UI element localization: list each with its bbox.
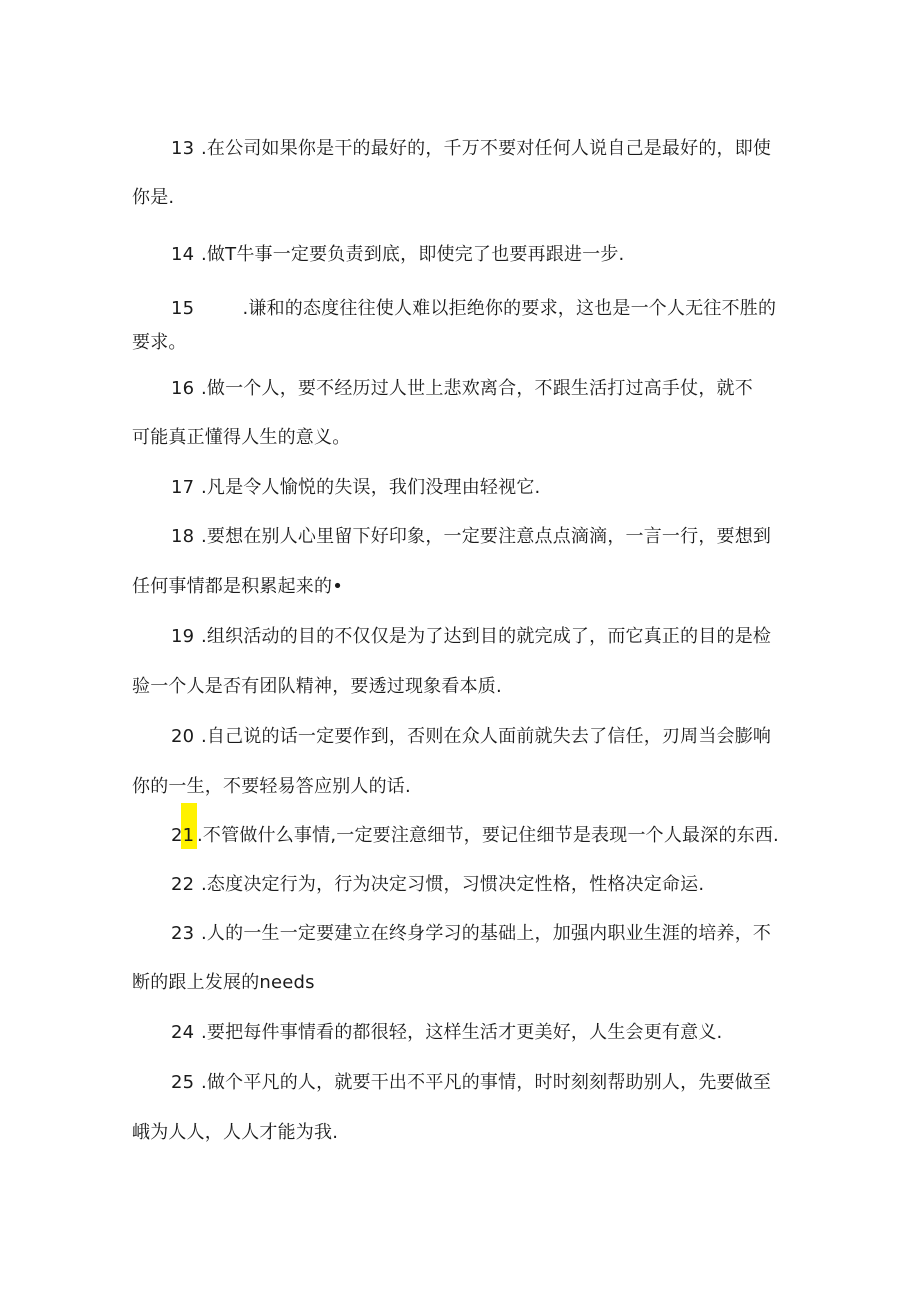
item-text: .要想在别人心里留下好印象，一定要注意点点滴滴，一言一行，要想到 — [201, 526, 772, 547]
item-number: 15 — [171, 298, 195, 319]
item-number: 16 — [171, 378, 195, 399]
list-item-19-cont — [132, 675, 502, 699]
item-continuation: 你是. — [132, 187, 175, 208]
list-item-25 — [171, 1071, 771, 1095]
item-text: .谦和的态度往往使人难以拒绝你的要求，这也是一个人无往不胜的 — [201, 298, 777, 319]
item-continuation: 要求。 — [132, 332, 187, 353]
list-item-21 — [171, 824, 779, 848]
list-item-15 — [171, 297, 776, 321]
item-continuation: 验一个人是否有团队精神，要透过现象看本质. — [132, 676, 502, 697]
item-text: .凡是令人愉悦的失误，我们没理由轻视它. — [201, 477, 541, 498]
item-number: 13 — [171, 138, 195, 159]
list-item-14 — [171, 243, 624, 267]
item-text: .组织活动的目的不仅仅是为了达到目的就完成了，而它真正的目的是检 — [201, 626, 772, 647]
item-text: .做T牛事一定要负责到底，即使完了也要再跟进一步. — [201, 244, 625, 265]
item-text: .人的一生一定要建立在终身学习的基础上，加强内职业生涯的培养，不 — [201, 923, 772, 944]
item-continuation: 你的一生，不要轻易答应别人的话. — [132, 776, 411, 797]
item-number: 23 — [171, 923, 195, 944]
item-number: 17 — [171, 477, 195, 498]
list-item-22 — [171, 873, 704, 897]
list-item-19 — [171, 625, 771, 649]
list-item-16 — [171, 377, 753, 401]
item-number: 14 — [171, 244, 195, 265]
list-item-15-cont — [132, 331, 187, 355]
list-item-13 — [171, 137, 771, 161]
list-item-24 — [171, 1021, 722, 1045]
item-text: .不管做什么事情,一定要注意细节，要记住细节是表现一个人最深的东西. — [197, 825, 779, 846]
list-item-20-cont — [132, 775, 411, 799]
list-item-18 — [171, 525, 771, 549]
item-continuation: 可能真正懂得人生的意义。 — [132, 427, 351, 448]
item-continuation: 断的跟上发展的needs — [132, 972, 315, 993]
item-number: 19 — [171, 626, 195, 647]
list-item-23-cont — [132, 971, 315, 995]
item-continuation: 任何事情都是积累起来的• — [132, 576, 344, 597]
list-item-17 — [171, 476, 540, 500]
item-text: .态度决定行为，行为决定习惯，习惯决定性格，性格决定命运. — [201, 874, 705, 895]
item-number: 25 — [171, 1072, 195, 1093]
item-number: 21 — [171, 825, 195, 846]
list-item-23 — [171, 922, 771, 946]
list-item-18-cont — [132, 575, 343, 599]
item-number: 18 — [171, 526, 195, 547]
list-item-16-cont — [132, 426, 350, 450]
list-item-13-cont — [132, 186, 174, 210]
item-text: .自己说的话一定要作到，否则在众人面前就失去了信任，刃周当会膨响 — [201, 726, 772, 747]
item-text: .做一个人，要不经历过人世上悲欢离合，不跟生活打过高手仗，就不 — [201, 378, 753, 399]
item-text: .做个平凡的人，就要干出不平凡的事情，时时刻刻帮助别人，先要做至 — [201, 1072, 772, 1093]
list-item-20 — [171, 725, 771, 749]
list-item-25-cont — [132, 1121, 338, 1145]
item-continuation: 峨为人人，人人才能为我. — [132, 1122, 339, 1143]
item-text: .在公司如果你是干的最好的，千万不要对任何人说自己是最好的，即使 — [201, 138, 772, 159]
item-text: .要把每件事情看的都很轻，这样生活才更美好，人生会更有意义. — [201, 1022, 723, 1043]
item-number: 24 — [171, 1022, 195, 1043]
item-number: 20 — [171, 726, 195, 747]
item-number: 22 — [171, 874, 195, 895]
